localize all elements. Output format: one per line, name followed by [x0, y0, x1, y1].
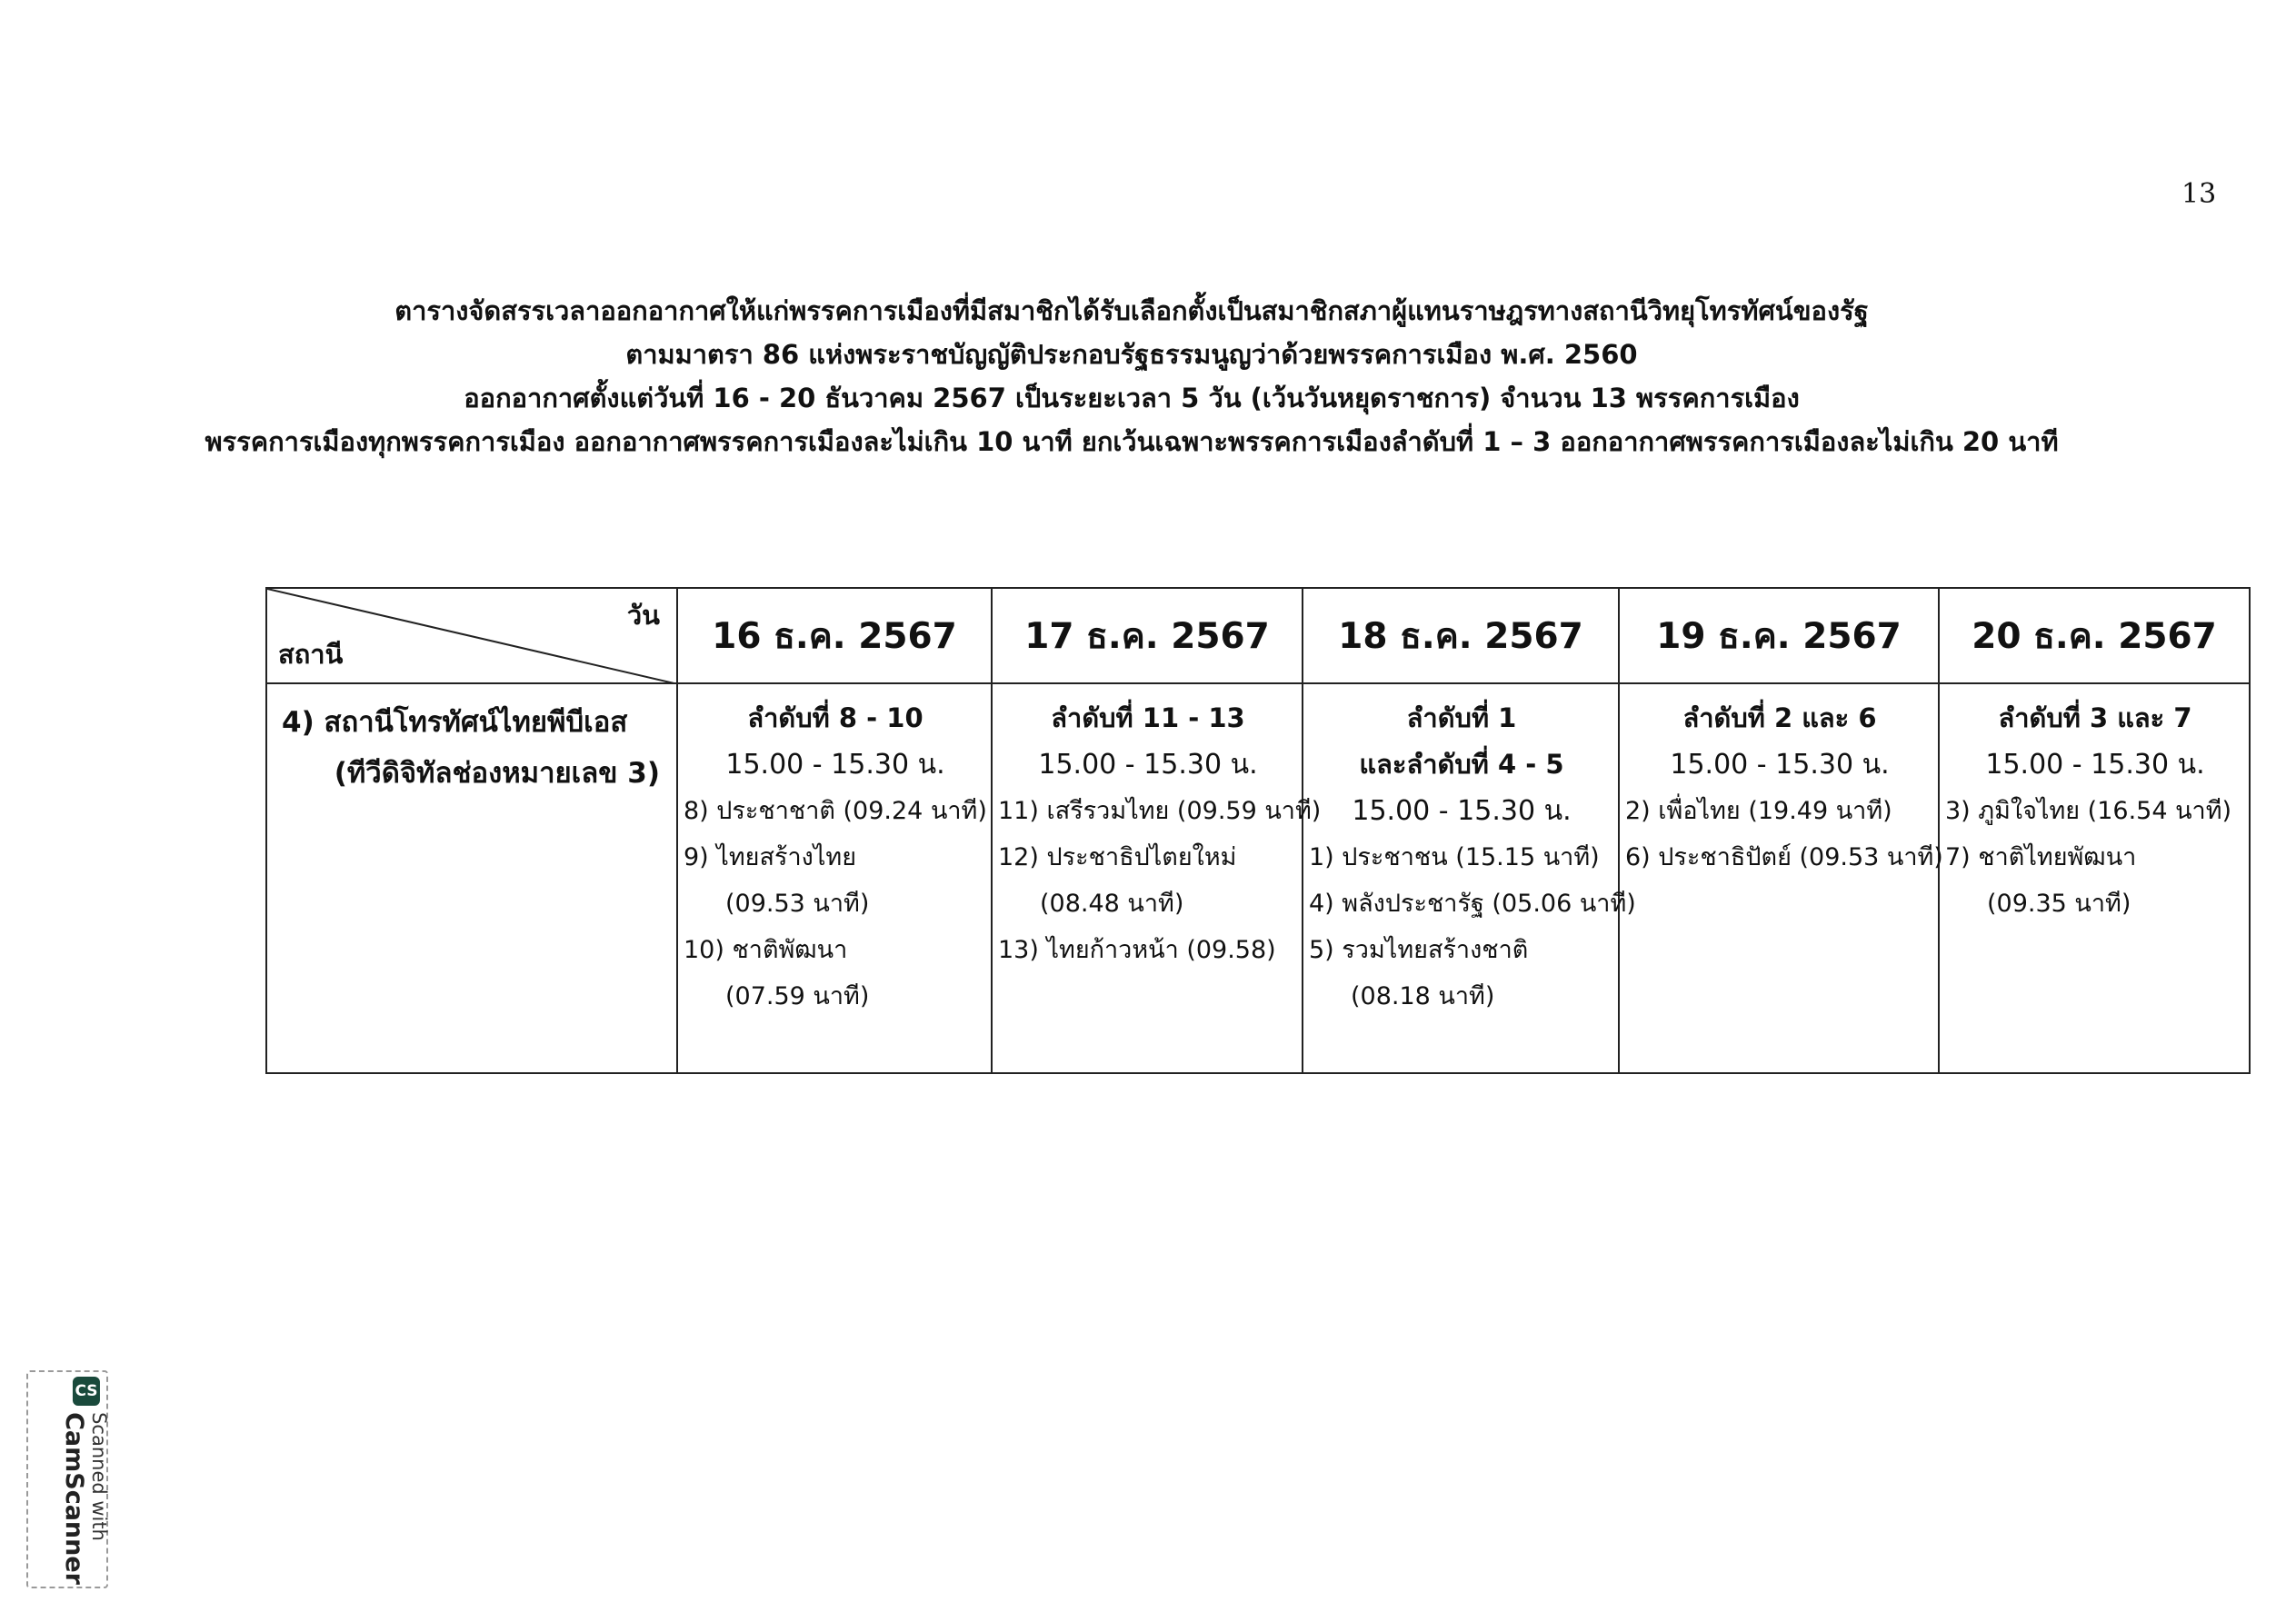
party-entry: 10) ชาติพัฒนา	[684, 936, 848, 964]
party-entry: 2) เพื่อไทย (19.49 นาที)	[1625, 797, 1892, 825]
broadcast-time: 15.00 - 15.30 น.	[1352, 795, 1572, 827]
party-entry: 6) ประชาธิปัตย์ (09.53 นาที)	[1625, 843, 1943, 871]
party-entry: 1) ประชาชน (15.15 นาที)	[1309, 843, 1600, 871]
broadcast-schedule-table	[265, 587, 2251, 1074]
table-row	[266, 683, 2250, 1073]
order-range: และลำดับที่ 4 - 5	[1359, 749, 1564, 780]
station-name: 4) สถานีโทรทัศน์ไทยพีบีเอส	[282, 706, 628, 739]
order-range: ลำดับที่ 1	[1406, 702, 1517, 733]
date-header-3: 18 ธ.ค. 2567	[1303, 588, 1619, 683]
day-schedule-cell	[1303, 683, 1636, 1073]
party-entry: (08.18 นาที)	[1351, 982, 1495, 1010]
party-entry: 9) ไทยสร้างไทย	[684, 843, 857, 871]
party-entry: 7) ชาติไทยพัฒนา	[1945, 843, 2137, 871]
page-number: 13	[2181, 178, 2217, 210]
order-range: ลำดับที่ 8 - 10	[747, 702, 923, 733]
station-axis-label: สถานี	[278, 639, 344, 670]
table-header-row	[266, 588, 2250, 683]
order-range: ลำดับที่ 11 - 13	[1051, 702, 1245, 733]
heading-line-1: ตารางจัดสรรเวลาออกอากาศให้แก่พรรคการเมืองที่มีสมาชิกได้รับเลือกตั้งเป็นสมาชิกสภาผู้แทนราษฎรทางสถานีวิทยุโทรทัศน์ของรัฐ	[394, 295, 1869, 326]
day-schedule-cell	[1939, 683, 2250, 1073]
broadcast-time: 15.00 - 15.30 น.	[725, 749, 945, 781]
station-channel: (ทีวีดิจิทัลช่องหมายเลข 3)	[334, 757, 660, 790]
day-schedule-cell	[992, 683, 1322, 1073]
date-header-2: 17 ธ.ค. 2567	[992, 588, 1303, 683]
party-entry: (08.48 นาที)	[1040, 890, 1184, 918]
camscanner-logo-icon: CS	[73, 1377, 100, 1406]
heading-line-2: ตามมาตรา 86 แห่งพระราชบัญญัติประกอบรัฐธรรมนูญว่าด้วยพรรคการเมือง พ.ศ. 2560	[625, 339, 1638, 370]
day-axis-label: วัน	[626, 600, 660, 631]
broadcast-time: 15.00 - 15.30 น.	[1038, 749, 1258, 781]
date-header-4: 19 ธ.ค. 2567	[1619, 588, 1939, 683]
party-entry: (09.53 นาที)	[725, 890, 870, 918]
order-range: ลำดับที่ 2 และ 6	[1682, 702, 1877, 733]
corner-header-cell	[266, 588, 677, 683]
date-header-5: 20 ธ.ค. 2567	[1939, 588, 2250, 683]
watermark-caption: Scanned with	[88, 1412, 110, 1541]
party-entry: 11) เสรีรวมไทย (09.59 นาที)	[998, 797, 1322, 825]
party-entry: 13) ไทยก้าวหน้า (09.58)	[998, 936, 1276, 964]
station-name-cell	[266, 683, 677, 1073]
date-header-1: 16 ธ.ค. 2567	[677, 588, 992, 683]
party-entry: (09.35 นาที)	[1987, 890, 2131, 918]
watermark-brand: CamScanner	[60, 1412, 88, 1585]
order-range: ลำดับที่ 3 และ 7	[1998, 702, 2192, 733]
day-schedule-cell	[1619, 683, 1943, 1073]
party-entry: 4) พลังประชารัฐ (05.06 นาที)	[1309, 890, 1636, 918]
party-entry: (07.59 นาที)	[725, 982, 870, 1010]
scanner-watermark	[26, 1370, 108, 1588]
party-entry: 3) ภูมิใจไทย (16.54 นาที)	[1945, 797, 2232, 825]
broadcast-time: 15.00 - 15.30 น.	[1985, 749, 2205, 781]
heading-line-3: ออกอากาศตั้งแต่วันที่ 16 - 20 ธันวาคม 2567 เป็นระยะเวลา 5 วัน (เว้นวันหยุดราชการ) จำนวน 13 พรรคการเมือง	[464, 383, 1800, 413]
document-heading	[182, 289, 2081, 463]
day-schedule-cell	[677, 683, 992, 1073]
party-entry: 12) ประชาธิปไตยใหม่	[998, 843, 1237, 871]
party-entry: 8) ประชาชาติ (09.24 นาที)	[684, 797, 987, 825]
party-entry: 5) รวมไทยสร้างชาติ	[1309, 936, 1529, 964]
broadcast-time: 15.00 - 15.30 น.	[1670, 749, 1890, 781]
heading-line-4: พรรคการเมืองทุกพรรคการเมือง ออกอากาศพรรคการเมืองละไม่เกิน 10 นาที ยกเว้นเฉพาะพรรคการเมืองลำดับที่ 1 – 3 ออกอากาศพรรคการเมืองละไม่เกิน 20 นาที	[205, 426, 2059, 457]
